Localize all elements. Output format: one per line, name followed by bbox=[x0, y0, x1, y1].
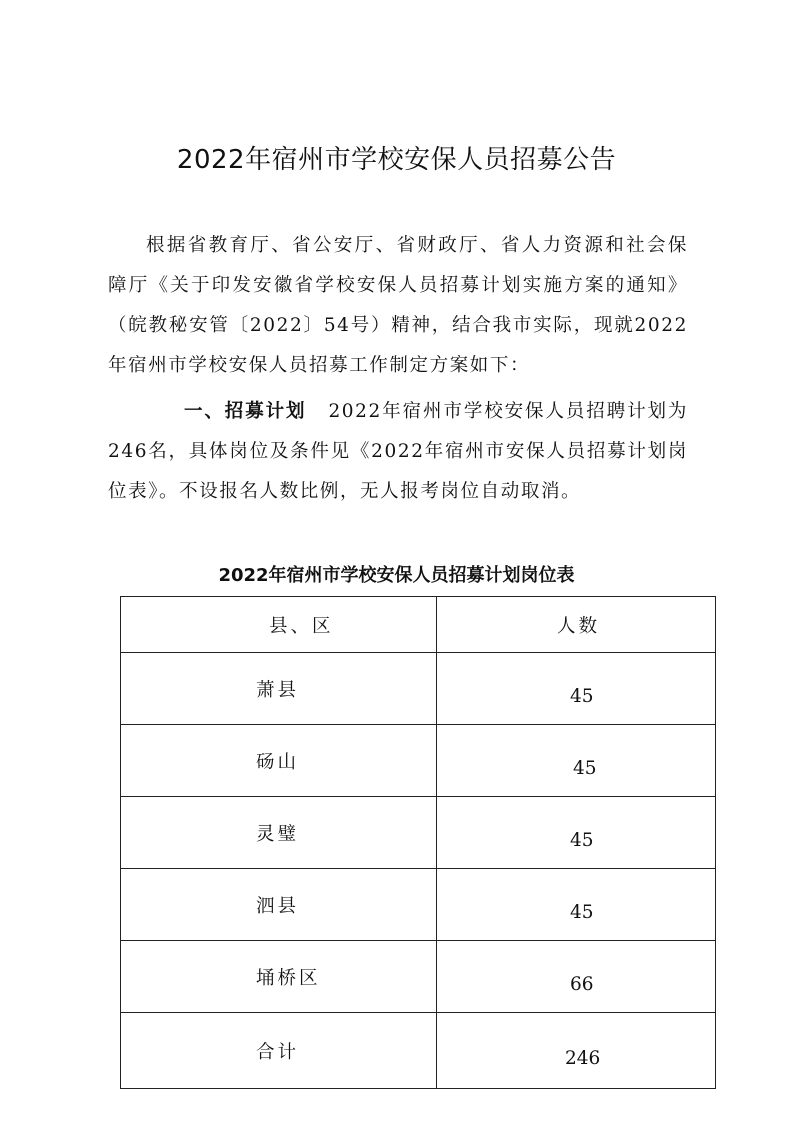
table-row bbox=[121, 797, 716, 869]
total-count-cell: 246 bbox=[437, 1013, 716, 1089]
county-cell: 埇桥区 bbox=[121, 941, 437, 1013]
header-count: 人数 bbox=[437, 597, 716, 653]
county-cell: 萧县 bbox=[121, 653, 437, 725]
count-cell: 45 bbox=[437, 797, 716, 869]
table-row bbox=[121, 941, 716, 1013]
table-header-row bbox=[121, 597, 716, 653]
count-cell: 45 bbox=[437, 869, 716, 941]
county-cell: 砀山 bbox=[121, 725, 437, 797]
table-title: 2022年宿州市学校安保人员招募计划岗位表 bbox=[218, 565, 575, 586]
intro-paragraph: 根据省教育厅、省公安厅、省财政厅、省人力资源和社会保障厅《关于印发安徽省学校安保人员招募计划实施方案的通知》（皖教秘安管〔2022〕54号）精神，结合我市实际，现就2022年宿州市学校安保人员招募工作制定方案如下： bbox=[108, 235, 688, 376]
count-cell: 66 bbox=[437, 941, 716, 1013]
header-county: 县、区 bbox=[121, 597, 437, 653]
county-cell: 灵璧 bbox=[121, 797, 437, 869]
table-row bbox=[121, 869, 716, 941]
table-total-row bbox=[121, 1013, 716, 1089]
section-heading: 一、招募计划 bbox=[184, 401, 307, 422]
table-row bbox=[121, 725, 716, 797]
total-label-cell: 合计 bbox=[121, 1013, 437, 1089]
table-row bbox=[121, 653, 716, 725]
count-cell: 45 bbox=[437, 653, 716, 725]
section-recruitment-plan bbox=[108, 392, 688, 512]
section-text: 2022年宿州市学校安保人员招聘计划为246名，具体岗位及条件见《2022年宿州市安保人员招募计划岗位表》。不设报名人数比例，无人报考岗位自动取消。 bbox=[108, 401, 688, 502]
recruitment-plan-table bbox=[120, 596, 716, 1089]
count-cell: 45 bbox=[437, 725, 716, 797]
document-title: 2022年宿州市学校安保人员招募公告 bbox=[176, 145, 617, 175]
county-cell: 泗县 bbox=[121, 869, 437, 941]
